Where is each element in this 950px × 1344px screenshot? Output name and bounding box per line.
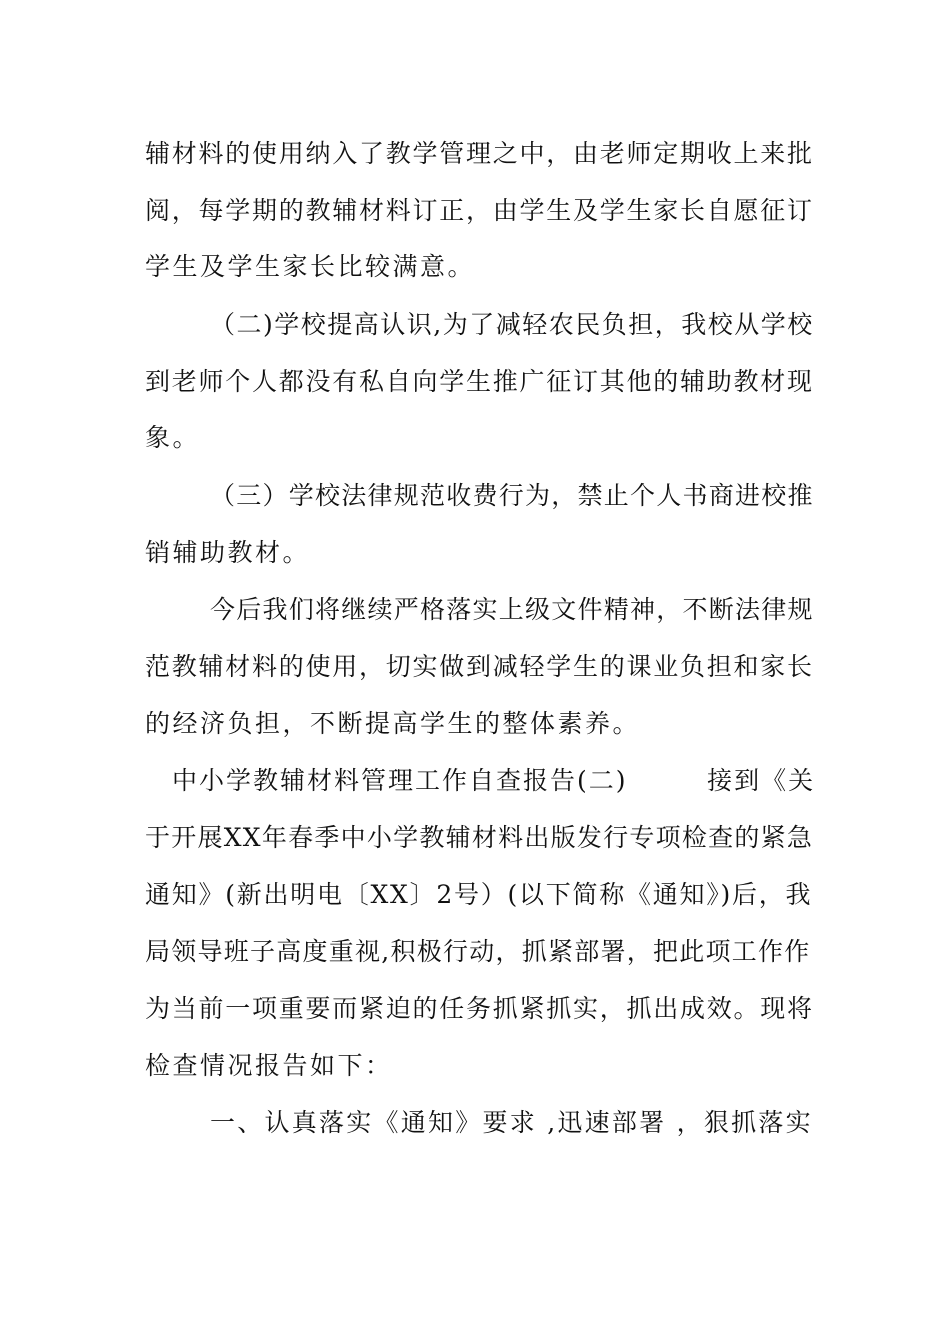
text-line: 的经济负担，不断提高学生的整体素养。 bbox=[145, 709, 641, 738]
text-line: 今后我们将继续严格落实上级文件精神，不断法律规 bbox=[210, 595, 814, 624]
text-line: 阅，每学期的教辅材料订正，由学生及学生家长自愿征订 bbox=[145, 196, 814, 225]
text-line: （三）学校法律规范收费行为，禁止个人书商进校推 bbox=[210, 481, 814, 510]
text-line: 销辅助教材。 bbox=[145, 538, 311, 567]
text-line: 检查情况报告如下： bbox=[145, 1051, 393, 1080]
text-line: 象。 bbox=[145, 423, 201, 452]
text-line: 范教辅材料的使用，切实做到减轻学生的课业负担和家长 bbox=[145, 652, 814, 681]
text-line: 辅材料的使用纳入了教学管理之中，由老师定期收上来批 bbox=[145, 139, 814, 168]
text-line: 一、认真落实《通知》要求 ,迅速部署 ，狠抓落实 bbox=[210, 1108, 813, 1137]
text-line: 到老师个人都没有私自向学生推广征订其他的辅助教材现 bbox=[145, 367, 814, 396]
text-line: 学生及学生家长比较满意。 bbox=[145, 252, 476, 281]
section-title-line: 中小学教辅材料管理工作自查报告(二) 接到《关 bbox=[172, 766, 816, 795]
text-line: 通知》(新出明电〔XX〕2号）(以下简称《通知》)后，我 bbox=[145, 880, 813, 909]
text-line: 于开展XX年春季中小学教辅材料出版发行专项检查的紧急 bbox=[145, 823, 814, 852]
text-line: 为当前一项重要而紧迫的任务抓紧抓实，抓出成效。现将 bbox=[145, 994, 814, 1023]
text-line: 局领导班子高度重视,积极行动，抓紧部署，把此项工作作 bbox=[145, 937, 811, 966]
text-line: （二)学校提高认识,为了减轻农民负担，我校从学校 bbox=[210, 310, 814, 339]
